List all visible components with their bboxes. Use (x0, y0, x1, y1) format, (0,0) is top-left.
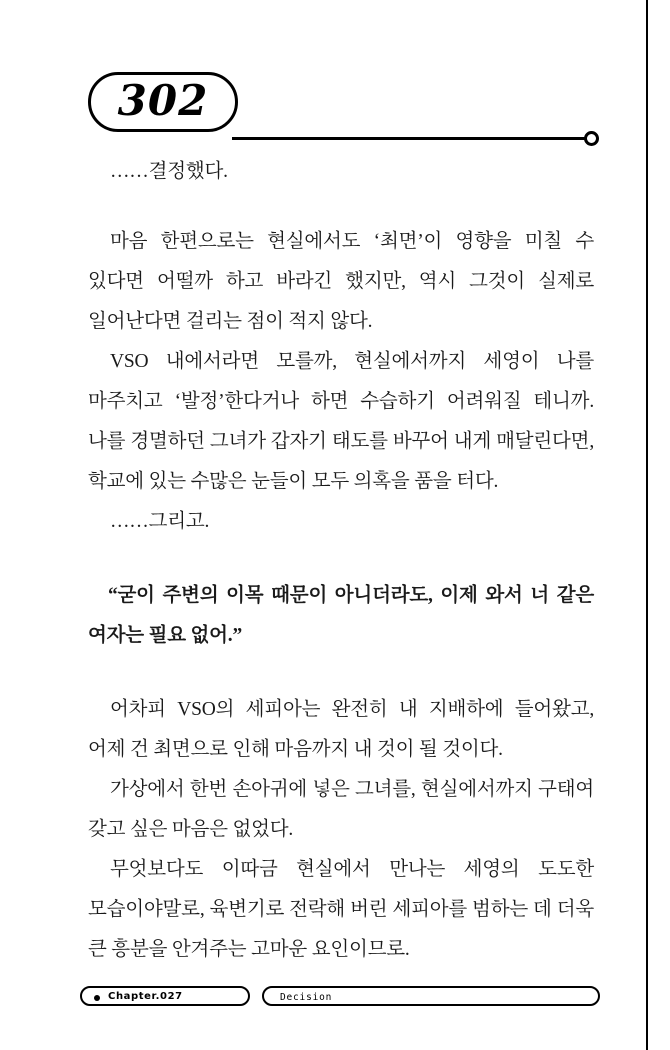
paragraph: 어차피 VSO의 세피아는 완전히 내 지배하에 들어왔고, 어제 건 최면으로 인해 마음까지 내 것이 될 것이다. (88, 699, 594, 760)
page-number-badge (88, 72, 238, 132)
paragraph: VSO 내에서라면 모를까, 현실에서까지 세영이 나를 마주치고 ‘발정’한다거나 하면 수습하기 어려워질 테니까. 나를 경멸하던 그녀가 갑자기 태도를 바꾸어 내게 매달린다면, 학교에 있는 수많은 눈들이 모두 의혹을 품을 터다. (88, 351, 594, 492)
bullet-dot-icon (94, 995, 100, 1001)
chapter-title-label: Decision (280, 992, 333, 1003)
page-edge-rule (646, 0, 648, 1050)
chapter-label: Chapter.027 (108, 991, 183, 1002)
header-end-dot-icon (584, 131, 599, 146)
paragraph: 가상에서 한번 손아귀에 넣은 그녀를, 현실에서까지 구태여 갖고 싶은 마음은 없었다. (88, 779, 594, 840)
body-text (88, 152, 594, 970)
paragraph: ……그리고. (110, 511, 210, 532)
header-rule (232, 137, 590, 140)
quote-paragraph: “굳이 주변의 이목 때문이 아니더라도, 이제 와서 너 같은 여자는 필요 없어.” (88, 585, 594, 646)
paragraph: ……결정했다. (110, 161, 228, 182)
page-number-text: 302 (117, 76, 209, 125)
page-footer (80, 986, 600, 1008)
chapter-tag (80, 986, 250, 1006)
paragraph: 마음 한편으로는 현실에서도 ‘최면’이 영향을 미칠 수 있다면 어떨까 하고 바라긴 했지만, 역시 그것이 실제로 일어난다면 걸리는 점이 적지 않다. (88, 231, 594, 332)
paragraph: 무엇보다도 이따금 현실에서 만나는 세영의 도도한 모습이야말로, 육변기로 전락해 버린 세피아를 범하는 데 더욱 큰 흥분을 안겨주는 고마운 요인이므로. (88, 859, 594, 960)
chapter-title-tag (262, 986, 600, 1006)
